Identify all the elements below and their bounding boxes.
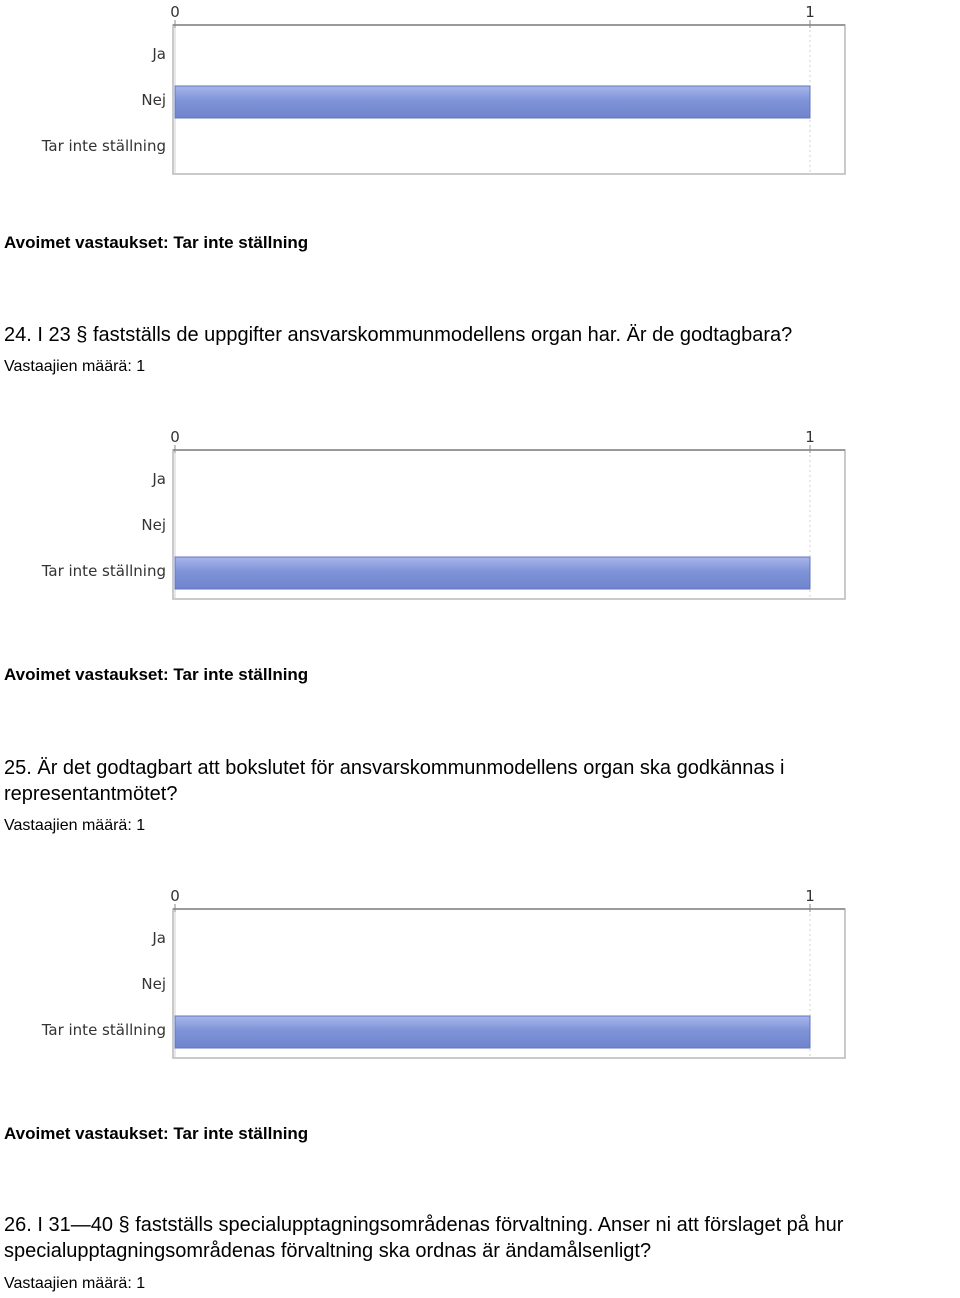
respondent-count-26: Vastaajien määrä: 1 xyxy=(4,1275,146,1292)
tick-label: 1 xyxy=(805,3,815,21)
tick-label: 0 xyxy=(170,428,180,446)
tick-label: 0 xyxy=(170,887,180,905)
open-answers-25: Avoimet vastaukset: Tar inte ställning xyxy=(4,1124,309,1143)
bar xyxy=(175,1016,810,1048)
question-26: 26. I 31—40 § fastställs specialupptagningsområdenas förvaltning. Anser ni att förslaget på hur specialupptagningsområdenas förvaltning ska ordnas är ändamålsenligt? xyxy=(4,1214,844,1262)
category-label: Ja xyxy=(152,929,166,947)
respondent-count-24: Vastaajien määrä: 1 xyxy=(4,358,146,375)
bar-chart-23 xyxy=(0,0,960,180)
bar-chart-25 xyxy=(0,884,960,1069)
category-label: Nej xyxy=(141,91,166,109)
tick-label: 0 xyxy=(170,3,180,21)
bar xyxy=(175,86,810,118)
category-label: Tar inte ställning xyxy=(41,137,166,155)
question-25: 25. Är det godtagbart att bokslutet för ansvarskommunmodellens organ ska godkännas i representantmötet? xyxy=(4,757,785,805)
bar-chart-24 xyxy=(0,425,960,610)
category-label: Nej xyxy=(141,516,166,534)
category-label: Ja xyxy=(152,470,166,488)
open-answers-24: Avoimet vastaukset: Tar inte ställning xyxy=(4,665,309,684)
category-label: Tar inte ställning xyxy=(41,562,166,580)
tick-label: 1 xyxy=(805,887,815,905)
tick-label: 1 xyxy=(805,428,815,446)
category-label: Tar inte ställning xyxy=(41,1021,166,1039)
category-label: Ja xyxy=(152,45,166,63)
question-24: 24. I 23 § fastställs de uppgifter ansvarskommunmodellens organ har. Är de godtagbara? xyxy=(4,324,793,346)
open-answers-23: Avoimet vastaukset: Tar inte ställning xyxy=(4,233,309,252)
category-label: Nej xyxy=(141,975,166,993)
respondent-count-25: Vastaajien määrä: 1 xyxy=(4,817,146,834)
bar xyxy=(175,557,810,589)
